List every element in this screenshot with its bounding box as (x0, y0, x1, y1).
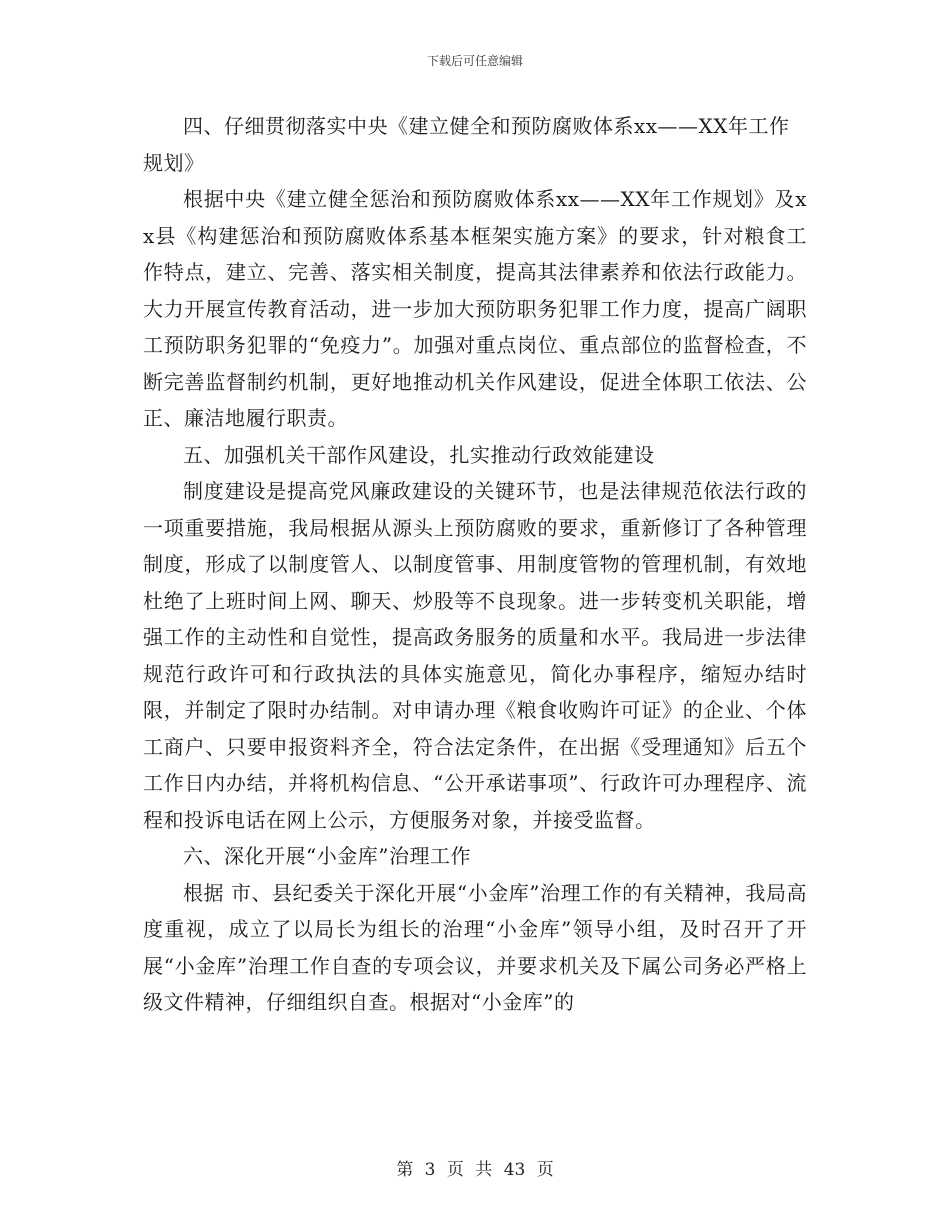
section-heading-5: 五、加强机关干部作风建设，扎实推动行政效能建设 (183, 442, 655, 467)
section-heading-4: 四、仔细贯彻落实中央《建立健全和预防腐败体系xx——XX年工作规划》 (143, 114, 790, 175)
page-footer: 第 3 页 共 43 页 (396, 1160, 554, 1180)
header-note: 下载后可任意编辑 (426, 54, 523, 68)
section-heading-6: 六、深化开展“小金库”治理工作 (183, 844, 471, 868)
section-paragraph-4: 根据中央《建立健全惩治和预防腐败体系xx——XX年工作规划》及xx县《构建惩治和预防腐败体系基本框架实施方案》的要求，针对粮食工作特点，建立、完善、落实相关制度，提高其法律素养和依法行政能力。大力开展宣传教育活动，进一步加大预防职务犯罪工作力度，提高广阔职工预防职务犯罪的“免疫力”。加强对重点岗位、重点部位的监督检查，不断完善监督制约机制，更好地推动机关作风建设，促进全体职工依法、公正、廉洁地履行职责。 (143, 187, 807, 430)
section-paragraph-6: 根据 市、县纪委关于深化开展“小金库”治理工作的有关精神，我局高度重视，成立了以局长为组长的治理“小金库”领导小组，及时召开了开展“小金库”治理工作自查的专项会议，并要求机关及下属公司务必严格上级文件精神，仔细组织自查。根据对“小金库”的 (143, 880, 807, 1014)
document-body (143, 108, 807, 1021)
section-paragraph-5: 制度建设是提高党风廉政建设的关键环节，也是法律规范依法行政的一项重要措施，我局根据从源头上预防腐败的要求，重新修订了各种管理制度，形成了以制度管人、以制度管事、用制度管物的管理机制，有效地杜绝了上班时间上网、聊天、炒股等不良现象。进一步转变机关职能，增强工作的主动性和自觉性，提高政务服务的质量和水平。我局进一步法律规范行政许可和行政执法的具体实施意见，简化办事程序，缩短办结时限，并制定了限时办结制。对申请办理《粮食收购许可证》的企业、个体工商户、只要申报资料齐全，符合法定条件，在出据《受理通知》后五个工作日内办结，并将机构信息、“公开承诺事项”、行政许可办理程序、流程和投诉电话在网上公示，方便服务对象，并接受监督。 (143, 479, 807, 832)
